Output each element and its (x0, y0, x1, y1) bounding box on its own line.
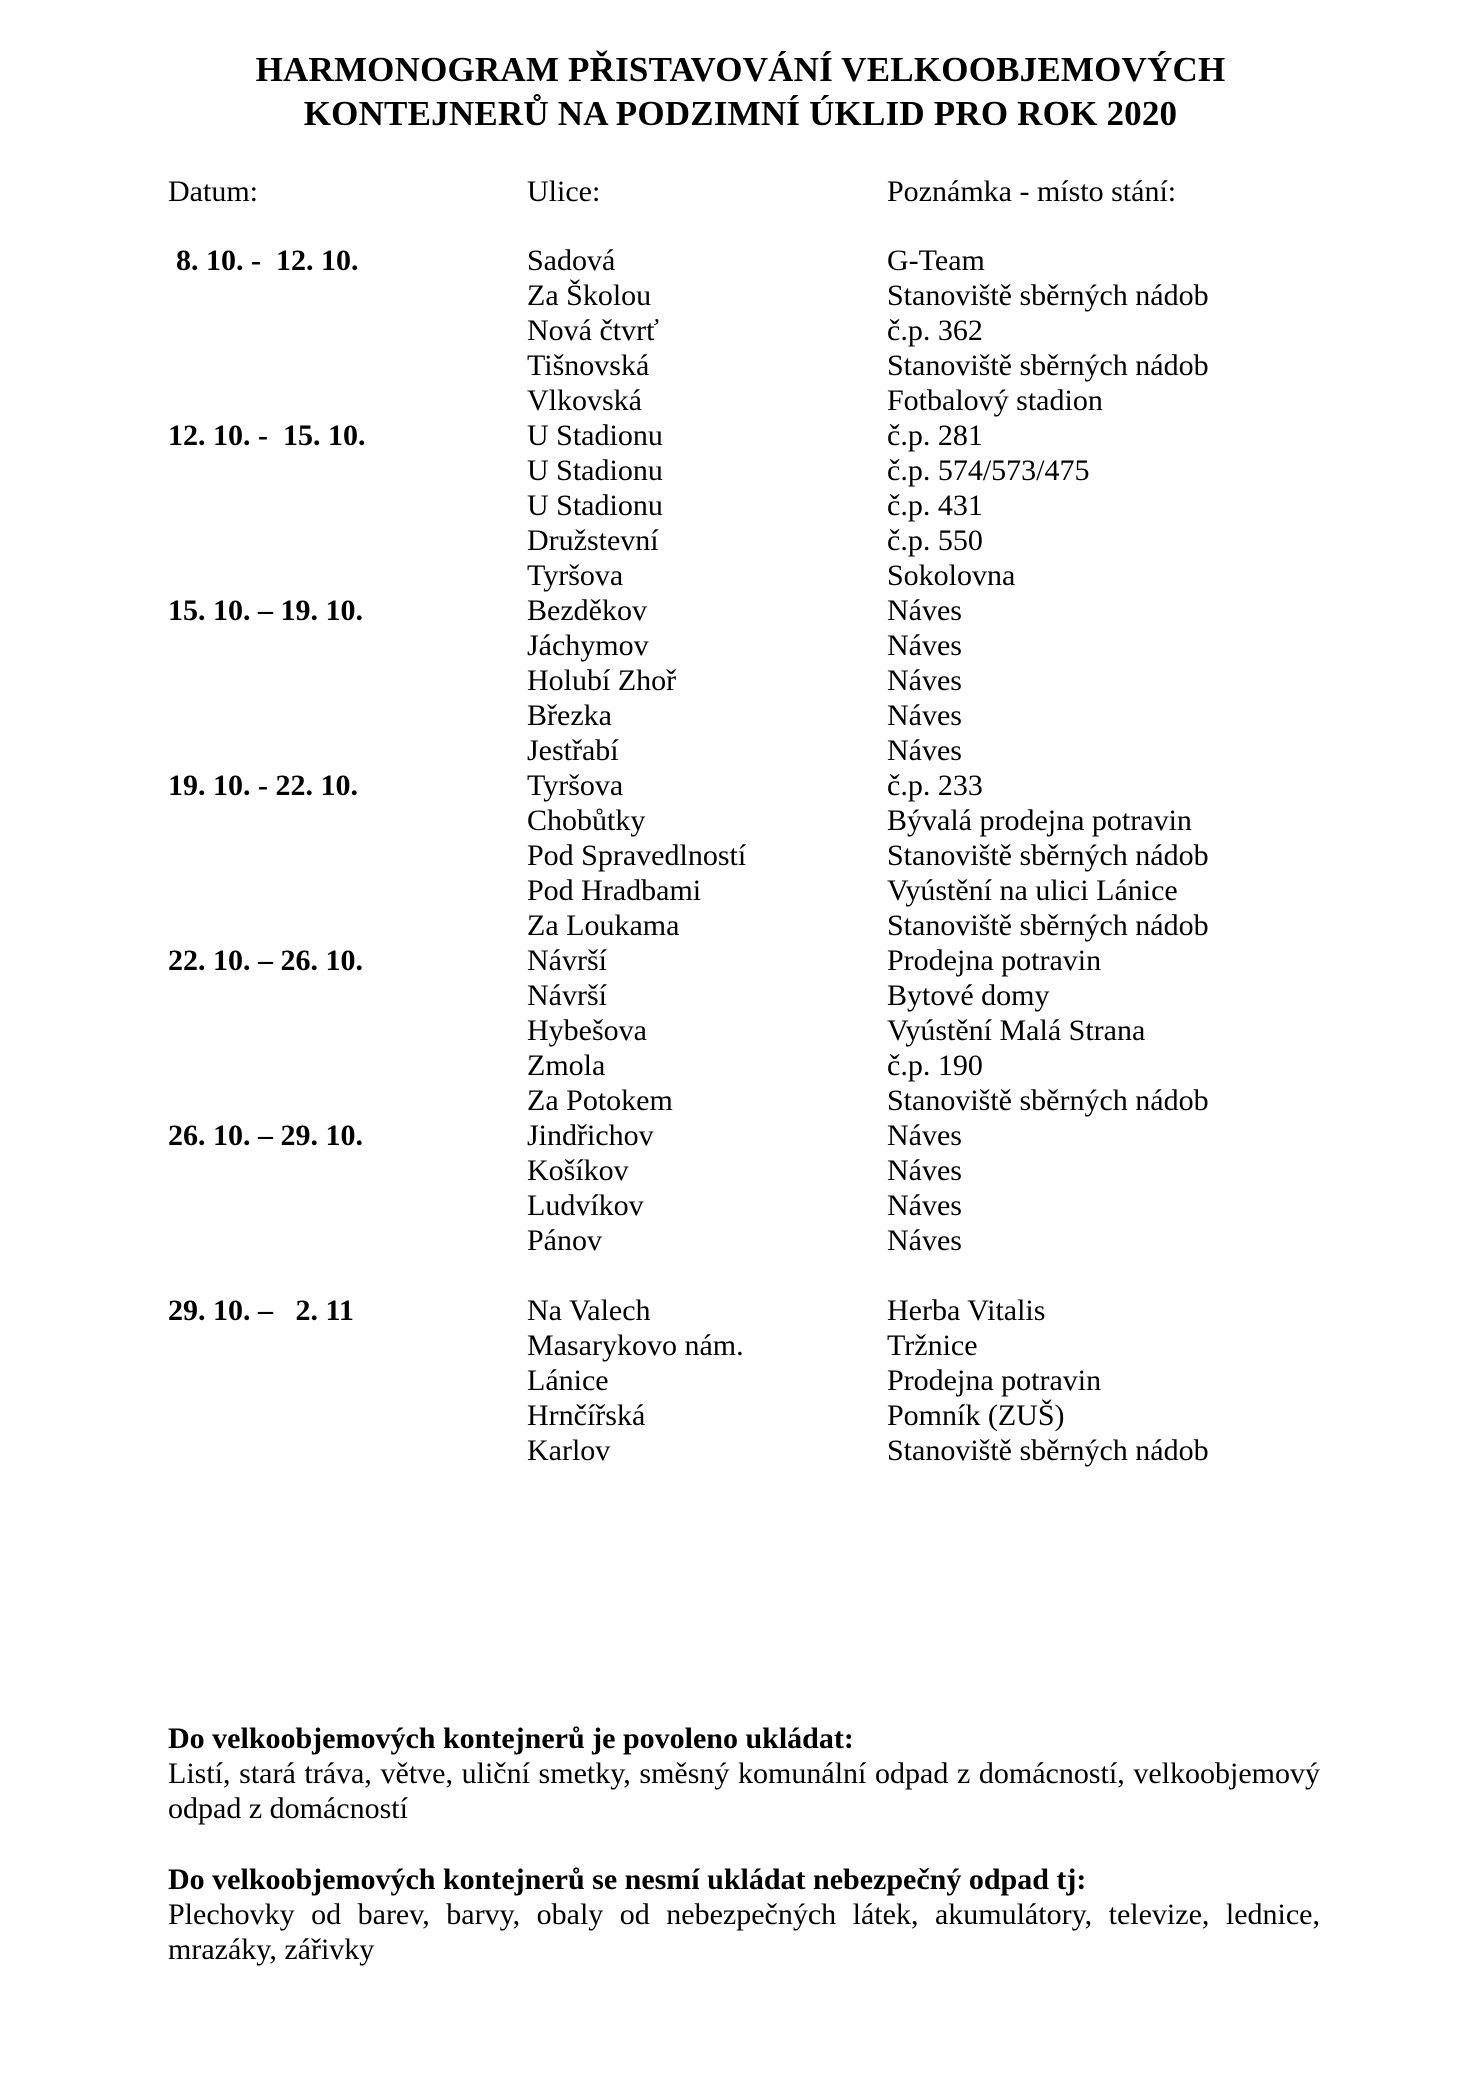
note-cell: Stanoviště sběrných nádob (887, 1084, 1209, 1117)
street-cell: Ludvíkov (527, 1189, 644, 1222)
street-cell: Březka (527, 699, 612, 732)
table-row (0, 1048, 1481, 1083)
street-cell: Košíkov (527, 1154, 629, 1187)
table-row (0, 1433, 1481, 1468)
note-cell: Pomník (ZUŠ) (887, 1399, 1065, 1432)
table-row (0, 1293, 1481, 1328)
table-row (0, 1398, 1481, 1433)
table-row (0, 278, 1481, 313)
note-cell: Náves (887, 594, 962, 627)
note-cell: Stanoviště sběrných nádob (887, 1434, 1209, 1467)
table-row (0, 628, 1481, 663)
table-row (0, 733, 1481, 768)
street-cell: Masarykovo nám. (527, 1329, 744, 1362)
group-date: 8. 10. - 12. 10. (176, 244, 359, 277)
schedule-group (0, 943, 1481, 1118)
table-row (0, 383, 1481, 418)
street-cell: U Stadionu (527, 489, 663, 522)
group-date: 15. 10. – 19. 10. (168, 594, 363, 627)
column-header-note: Poznámka - místo stání: (887, 175, 1177, 208)
street-cell: Pod Hradbami (527, 874, 702, 907)
table-row (0, 838, 1481, 873)
table-row (0, 593, 1481, 628)
street-cell: Bezděkov (527, 594, 647, 627)
note-cell: č.p. 233 (887, 769, 983, 802)
note-cell: Vyústění na ulici Lánice (887, 874, 1178, 907)
schedule-group (0, 418, 1481, 593)
note-cell: Stanoviště sběrných nádob (887, 349, 1209, 382)
table-row (0, 978, 1481, 1013)
schedule-group (0, 243, 1481, 418)
note-cell: č.p. 431 (887, 489, 983, 522)
document-title-line-1: HARMONOGRAM PŘISTAVOVÁNÍ VELKOOBJEMOVÝCH (255, 50, 1226, 89)
table-row (0, 1223, 1481, 1258)
table-row (0, 1118, 1481, 1153)
street-cell: Sadová (527, 244, 616, 277)
street-cell: Jestřabí (527, 734, 619, 767)
note-cell: Náves (887, 1119, 962, 1152)
note-cell: Herba Vitalis (887, 1294, 1046, 1327)
street-cell: Pánov (527, 1224, 602, 1257)
street-cell: Návrší (527, 979, 607, 1012)
table-row (0, 418, 1481, 453)
note-cell: G-Team (887, 244, 985, 277)
table-row (0, 243, 1481, 278)
table-row (0, 663, 1481, 698)
table-row (0, 523, 1481, 558)
table-row (0, 1328, 1481, 1363)
note-cell: Náves (887, 1224, 962, 1257)
street-cell: U Stadionu (527, 454, 663, 487)
table-row (0, 313, 1481, 348)
group-date: 26. 10. – 29. 10. (168, 1119, 363, 1152)
note-cell: č.p. 281 (887, 419, 983, 452)
allowed-waste-section (168, 1721, 1320, 1826)
schedule-group (0, 1293, 1481, 1468)
note-cell: Stanoviště sběrných nádob (887, 279, 1209, 312)
note-cell: č.p. 574/573/475 (887, 454, 1090, 487)
note-cell: Bývalá prodejna potravin (887, 804, 1192, 837)
note-cell: č.p. 190 (887, 1049, 983, 1082)
street-cell: Na Valech (527, 1294, 651, 1327)
schedule-group (0, 768, 1481, 943)
table-row (0, 943, 1481, 978)
note-cell: Prodejna potravin (887, 1364, 1102, 1397)
street-cell: Holubí Zhoř (527, 664, 677, 697)
table-row (0, 453, 1481, 488)
note-cell: č.p. 362 (887, 314, 983, 347)
table-row (0, 1083, 1481, 1118)
allowed-waste-heading: Do velkoobjemových kontejnerů je povoleno ukládat: (168, 1722, 854, 1755)
table-row (0, 1153, 1481, 1188)
document-title-line-2: KONTEJNERŮ NA PODZIMNÍ ÚKLID PRO ROK 2020 (303, 94, 1178, 133)
group-date: 19. 10. - 22. 10. (168, 769, 358, 802)
table-row (0, 1363, 1481, 1398)
table-row (0, 488, 1481, 523)
table-row (0, 348, 1481, 383)
group-date: 22. 10. – 26. 10. (168, 944, 363, 977)
street-cell: Hrnčířská (527, 1399, 646, 1432)
note-cell: Bytové domy (887, 979, 1050, 1012)
note-cell: Náves (887, 699, 962, 732)
group-date: 12. 10. - 15. 10. (168, 419, 366, 452)
street-cell: Jáchymov (527, 629, 649, 662)
street-cell: Za Školou (527, 279, 652, 312)
table-row (0, 698, 1481, 733)
street-cell: Tyršova (527, 559, 624, 592)
street-cell: Karlov (527, 1434, 611, 1467)
street-cell: U Stadionu (527, 419, 663, 452)
street-cell: Hybešova (527, 1014, 647, 1047)
note-cell: Stanoviště sběrných nádob (887, 839, 1209, 872)
note-cell: Prodejna potravin (887, 944, 1102, 977)
note-cell: Náves (887, 629, 962, 662)
street-cell: Návrší (527, 944, 607, 977)
schedule-table (0, 243, 1481, 1468)
table-row (0, 558, 1481, 593)
street-cell: Družstevní (527, 524, 659, 557)
table-row (0, 768, 1481, 803)
street-cell: Zmola (527, 1049, 606, 1082)
street-cell: Jindřichov (527, 1119, 654, 1152)
table-row (0, 803, 1481, 838)
street-cell: Vlkovská (527, 384, 642, 417)
schedule-group (0, 593, 1481, 768)
note-cell: Náves (887, 1154, 962, 1187)
column-header-street: Ulice: (527, 175, 601, 208)
allowed-waste-text: Listí, stará tráva, větve, uliční smetky, směsný komunální odpad z domácností, velkoobjemový odpad z domácností (168, 1757, 1320, 1825)
schedule-group (0, 1118, 1481, 1293)
street-cell: Tišnovská (527, 349, 650, 382)
note-cell: Stanoviště sběrných nádob (887, 909, 1209, 942)
table-row (0, 1013, 1481, 1048)
note-cell: Náves (887, 734, 962, 767)
note-cell: Náves (887, 1189, 962, 1222)
note-cell: č.p. 550 (887, 524, 983, 557)
note-cell: Sokolovna (887, 559, 1016, 592)
forbidden-waste-text: Plechovky od barev, barvy, obaly od nebezpečných látek, akumulátory, televize, lednice, mrazáky, zářivky (168, 1898, 1320, 1966)
street-cell: Lánice (527, 1364, 609, 1397)
column-header-date: Datum: (168, 175, 258, 208)
table-row (0, 908, 1481, 943)
note-cell: Náves (887, 664, 962, 697)
table-row (0, 1188, 1481, 1223)
note-cell: Vyústění Malá Strana (887, 1014, 1146, 1047)
street-cell: Pod Spravedlností (527, 839, 747, 872)
note-cell: Fotbalový stadion (887, 384, 1103, 417)
street-cell: Za Loukama (527, 909, 680, 942)
table-row (0, 873, 1481, 908)
street-cell: Chobůtky (527, 804, 646, 837)
street-cell: Tyršova (527, 769, 624, 802)
group-date: 29. 10. – 2. 11 (168, 1294, 354, 1327)
forbidden-waste-heading: Do velkoobjemových kontejnerů se nesmí ukládat nebezpečný odpad tj: (168, 1863, 1087, 1896)
street-cell: Nová čtvrť (527, 314, 659, 347)
note-cell: Tržnice (887, 1329, 978, 1362)
forbidden-waste-section (168, 1862, 1320, 1967)
street-cell: Za Potokem (527, 1084, 673, 1117)
